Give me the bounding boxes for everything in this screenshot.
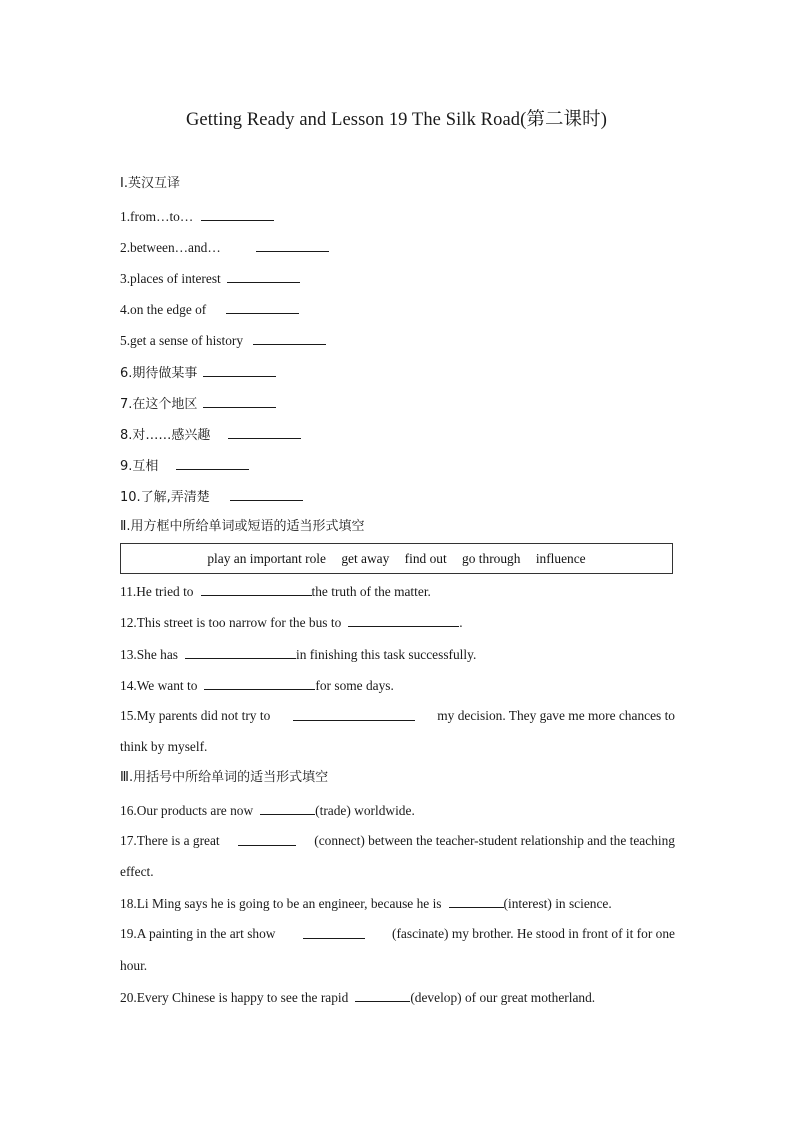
word-box	[120, 543, 673, 574]
question-20: 20.Every Chinese is happy to see the rapid (develop) of our great motherland.	[120, 987, 595, 1008]
list-item: 7.在这个地区	[120, 393, 276, 415]
box-word: go through	[462, 551, 521, 566]
question-12: 12.This street is too narrow for the bus to .	[120, 612, 463, 633]
list-item: 3.places of interest	[120, 268, 300, 289]
answer-blank[interactable]	[226, 299, 299, 314]
question-14: 14.We want to for some days.	[120, 675, 394, 696]
answer-blank[interactable]	[228, 424, 301, 439]
answer-blank[interactable]	[348, 612, 459, 627]
question-13: 13.She has in finishing this task successfully.	[120, 644, 476, 665]
answer-blank[interactable]	[238, 831, 296, 846]
list-item: 6.期待做某事	[120, 362, 276, 384]
answer-blank[interactable]	[203, 393, 276, 408]
question-15-cont: think by myself.	[120, 739, 208, 754]
list-item: 10.了解,弄清楚	[120, 486, 303, 508]
answer-blank[interactable]	[449, 893, 504, 908]
list-item: 5.get a sense of history	[120, 330, 326, 351]
answer-blank[interactable]	[227, 268, 300, 283]
box-word: get away	[341, 551, 390, 566]
question-19: 19.A painting in the art show (fascinate) my brother. He stood in front of it for one	[120, 926, 675, 941]
answer-blank[interactable]	[253, 330, 326, 345]
section3-heading: Ⅲ.用括号中所给单词的适当形式填空	[120, 770, 329, 785]
answer-blank[interactable]	[201, 206, 274, 221]
list-item: 1.from…to…	[120, 206, 274, 227]
question-11: 11.He tried to the truth of the matter.	[120, 581, 431, 602]
list-item: 8.对……感兴趣	[120, 424, 301, 446]
box-word: influence	[535, 551, 586, 566]
question-17-cont: effect.	[120, 864, 154, 879]
section1-heading: Ⅰ.英汉互译	[120, 176, 180, 191]
answer-blank[interactable]	[293, 706, 415, 721]
answer-blank[interactable]	[204, 675, 315, 690]
list-item: 2.between…and…	[120, 237, 329, 258]
question-19-cont: hour.	[120, 958, 148, 973]
answer-blank[interactable]	[201, 581, 312, 596]
answer-blank[interactable]	[260, 800, 315, 815]
answer-blank[interactable]	[185, 644, 296, 659]
box-word: play an important role	[207, 551, 326, 566]
question-16: 16.Our products are now (trade) worldwide.	[120, 800, 415, 821]
answer-blank[interactable]	[256, 237, 329, 252]
section2-heading: Ⅱ.用方框中所给单词或短语的适当形式填空	[120, 519, 365, 534]
list-item: 9.互相	[120, 455, 249, 477]
answer-blank[interactable]	[230, 486, 303, 501]
box-word: find out	[404, 551, 447, 566]
list-item: 4.on the edge of	[120, 299, 299, 320]
question-15: 15.My parents did not try to my decision. They gave me more chances to	[120, 708, 675, 723]
answer-blank[interactable]	[355, 987, 410, 1002]
answer-blank[interactable]	[203, 362, 276, 377]
question-18: 18.Li Ming says he is going to be an engineer, because he is (interest) in science.	[120, 893, 612, 914]
page-title: Getting Ready and Lesson 19 The Silk Road(第二课时)	[185, 110, 608, 130]
answer-blank[interactable]	[176, 455, 249, 470]
question-17: 17.There is a great (connect) between the teacher-student relationship and the teaching	[120, 833, 675, 848]
answer-blank[interactable]	[303, 924, 365, 939]
